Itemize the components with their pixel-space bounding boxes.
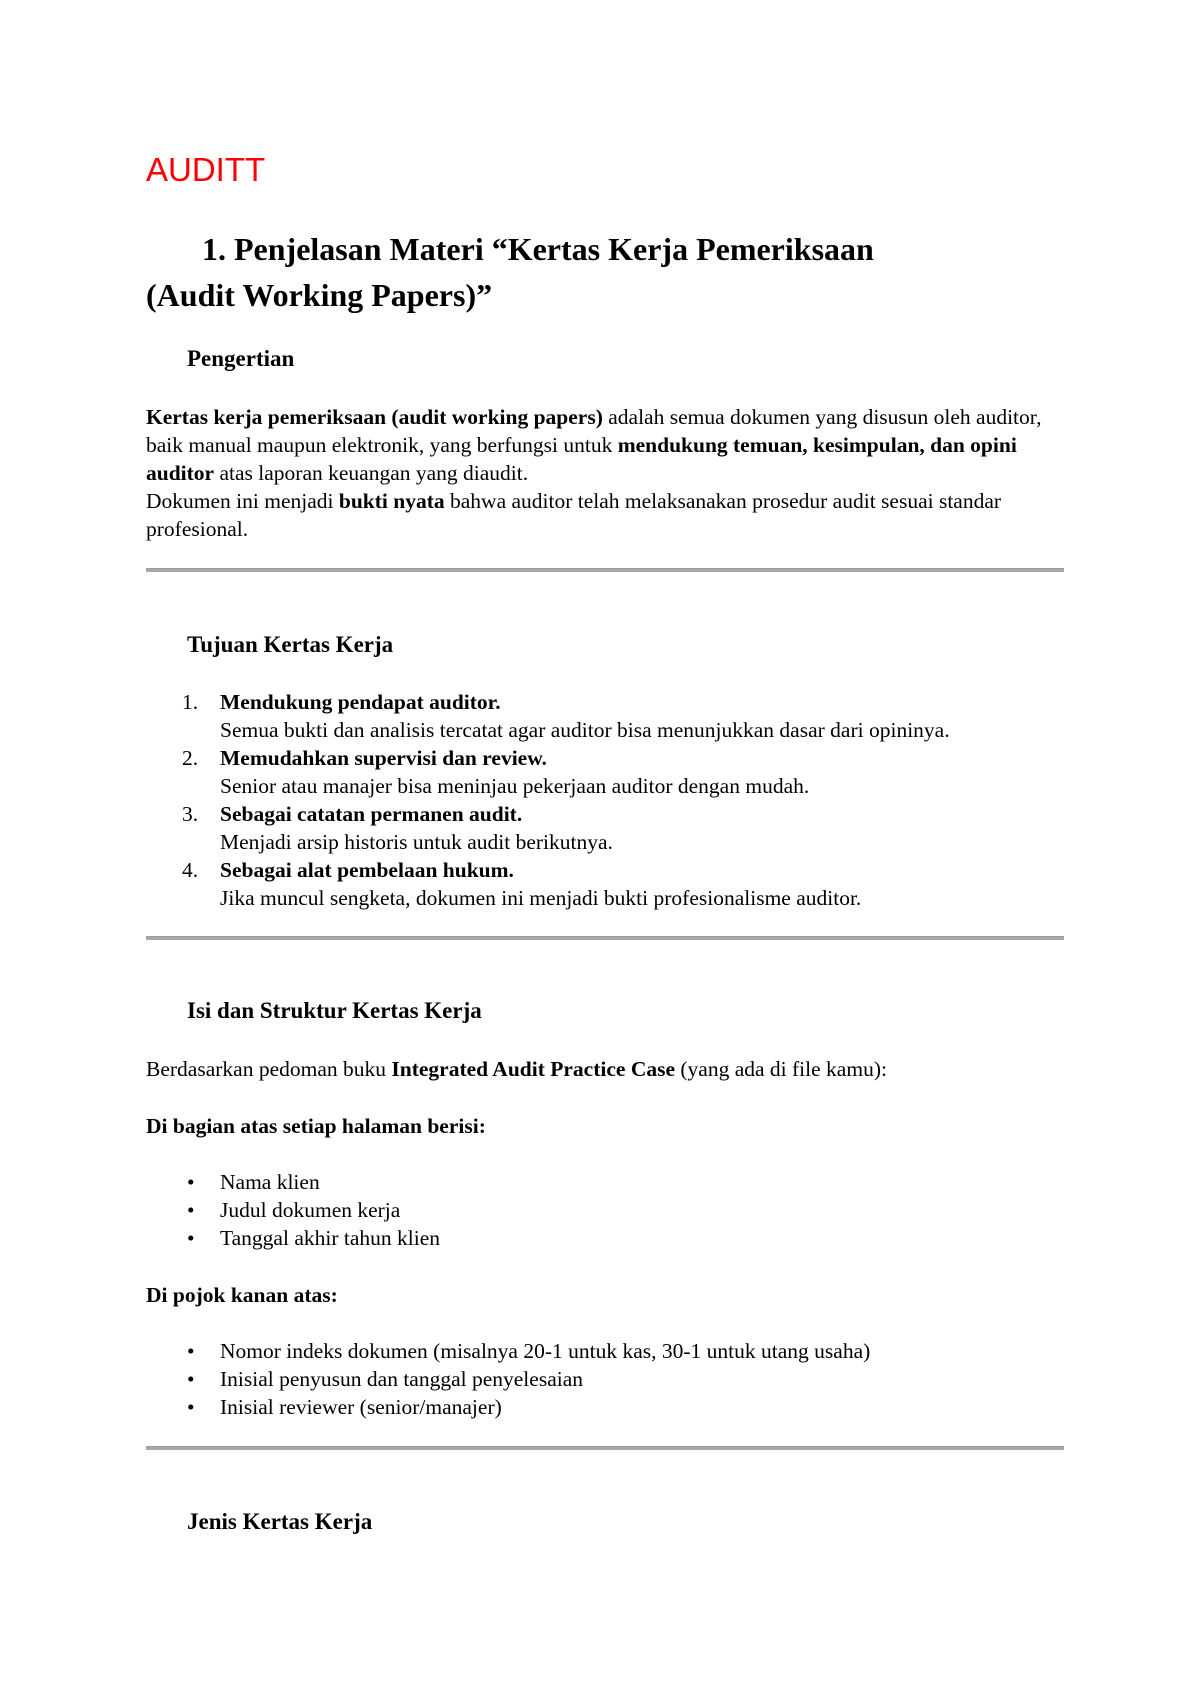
list-item: • Inisial reviewer (senior/manajer) — [187, 1395, 502, 1419]
list-item: 2. Memudahkan supervisi dan review. Senior atau manajer bisa meninjau pekerjaan auditor dengan mudah. — [182, 746, 810, 798]
list-item: • Judul dokumen kerja — [187, 1198, 401, 1222]
list-item: 1. Mendukung pendapat auditor. Semua bukti dan analisis tercatat agar auditor bisa menunjukkan dasar dari opininya. — [182, 690, 950, 742]
top-info-list — [146, 1168, 1106, 1252]
pengertian-term: Kertas kerja pemeriksaan (audit working papers) — [146, 405, 603, 429]
bullet-icon: • — [187, 1367, 195, 1391]
isi-top-label: Di bagian atas setiap halaman berisi: — [146, 1114, 486, 1138]
list-item: 4. Sebagai alat pembelaan hukum. Jika muncul sengketa, dokumen ini menjadi bukti profesionalisme auditor. — [182, 858, 862, 910]
isi-corner-label: Di pojok kanan atas: — [146, 1283, 338, 1307]
main-heading — [146, 226, 1046, 318]
main-heading-number: 1. — [202, 231, 226, 267]
main-heading-line1: Penjelasan Materi “Kertas Kerja Pemeriksaan — [234, 231, 874, 267]
section-heading-jenis: Jenis Kertas Kerja — [187, 1509, 373, 1534]
section-heading-pengertian: Pengertian — [187, 346, 295, 371]
bullet-icon: • — [187, 1198, 195, 1222]
document-title: AUDITT — [146, 151, 266, 188]
bullet-icon: • — [187, 1170, 195, 1194]
pengertian-paragraph: Kertas kerja pemeriksaan (audit working papers) adalah semua dokumen yang disusun oleh auditor, baik manual maupun elektronik, yang berfungsi untuk mendukung temuan, kesimpulan, dan opini auditor atas laporan keuangan yang diaudit. Dokumen ini menjadi bukti nyata bahwa auditor telah melaksanakan prosedur audit sesuai standar profesional. — [146, 405, 1042, 541]
horizontal-divider — [146, 568, 1064, 572]
horizontal-divider — [146, 1446, 1064, 1450]
list-item: • Inisial penyusun dan tanggal penyelesaian — [187, 1367, 584, 1391]
bullet-icon: • — [187, 1339, 195, 1363]
corner-info-list — [146, 1337, 1106, 1421]
isi-intro: Berdasarkan pedoman buku Integrated Audit Practice Case (yang ada di file kamu): — [146, 1057, 887, 1081]
bullet-icon: • — [187, 1226, 195, 1250]
horizontal-divider — [146, 936, 1064, 940]
list-item: • Nama klien — [187, 1170, 320, 1194]
section-heading-isi: Isi dan Struktur Kertas Kerja — [187, 998, 482, 1023]
section-heading-tujuan: Tujuan Kertas Kerja — [187, 632, 394, 657]
list-item: • Tanggal akhir tahun klien — [187, 1226, 440, 1250]
bullet-icon: • — [187, 1395, 195, 1419]
main-heading-line2: (Audit Working Papers)” — [146, 277, 493, 313]
list-item: 3. Sebagai catatan permanen audit. Menjadi arsip historis untuk audit berikutnya. — [182, 802, 613, 854]
tujuan-list — [146, 688, 1106, 912]
list-item: • Nomor indeks dokumen (misalnya 20-1 untuk kas, 30-1 untuk utang usaha) — [187, 1339, 871, 1363]
